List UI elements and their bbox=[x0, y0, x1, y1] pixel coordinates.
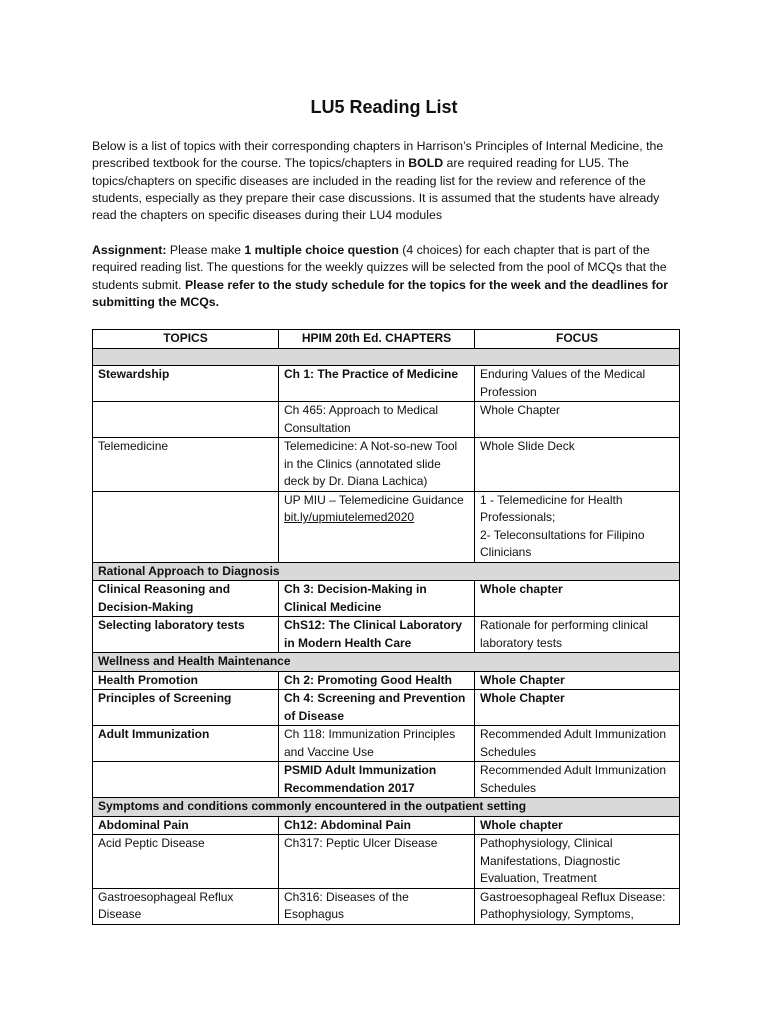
chapter-cell: ChS12: The Clinical Laboratory in Modern Health Care bbox=[279, 617, 475, 653]
topic-cell: Stewardship bbox=[93, 366, 279, 402]
focus-cell: Whole Chapter bbox=[475, 671, 680, 690]
topic-cell: Telemedicine bbox=[93, 438, 279, 492]
assignment-bold-2: Please refer to the study schedule for the topics for the week and the deadlines for submitting the MCQs. bbox=[92, 277, 669, 309]
focus-cell: Gastroesophageal Reflux Disease: Pathophysiology, Symptoms, bbox=[475, 888, 680, 924]
focus-cell: Enduring Values of the Medical Profession bbox=[475, 366, 680, 402]
chapter-cell: Ch12: Abdominal Pain bbox=[279, 816, 475, 835]
focus-cell: Whole Chapter bbox=[475, 402, 680, 438]
section-heading: Wellness and Health Maintenance bbox=[93, 653, 680, 672]
section-row bbox=[93, 562, 680, 581]
focus-cell: Whole chapter bbox=[475, 581, 680, 617]
chapter-cell: Ch 4: Screening and Prevention of Disease bbox=[279, 690, 475, 726]
chapter-cell: Ch316: Diseases of the Esophagus bbox=[279, 888, 475, 924]
intro-text-2: are required reading for LU5. The topics/chapters on specific diseases are included in the reading list for the review and reference of the students, especially as they prepare their case discussions. It is assumed that the students have already read the chapters on specific diseases during their LU4 modules bbox=[92, 156, 660, 223]
section-row bbox=[93, 653, 680, 672]
topic-cell bbox=[93, 491, 279, 562]
chapter-cell: Ch 465: Approach to Medical Consultation bbox=[279, 402, 475, 438]
focus-cell: Whole Slide Deck bbox=[475, 438, 680, 492]
intro-bold-word: BOLD bbox=[408, 156, 444, 171]
page-title: LU5 Reading List bbox=[310, 97, 458, 117]
topic-cell: Acid Peptic Disease bbox=[93, 835, 279, 889]
topic-cell bbox=[93, 762, 279, 798]
header-topics: TOPICS bbox=[93, 330, 279, 349]
focus-cell: Whole chapter bbox=[475, 816, 680, 835]
header-focus: FOCUS bbox=[475, 330, 680, 349]
table-row bbox=[93, 438, 680, 492]
focus-cell: Rationale for performing clinical laboratory tests bbox=[475, 617, 680, 653]
topic-cell: Principles of Screening bbox=[93, 690, 279, 726]
table-row bbox=[93, 366, 680, 402]
chapter-cell: Telemedicine: A Not-so-new Tool in the Clinics (annotated slide deck by Dr. Diana Lachica) bbox=[279, 438, 475, 492]
assignment-paragraph bbox=[92, 242, 682, 311]
chapter-cell: Ch 118: Immunization Principles and Vaccine Use bbox=[279, 726, 475, 762]
table-row bbox=[93, 671, 680, 690]
focus-cell: Recommended Adult Immunization Schedules bbox=[475, 726, 680, 762]
topic-cell: Abdominal Pain bbox=[93, 816, 279, 835]
focus-cell: Recommended Adult Immunization Schedules bbox=[475, 762, 680, 798]
chapter-text: UP MIU – Telemedicine Guidance bbox=[284, 492, 464, 507]
topic-cell bbox=[93, 402, 279, 438]
topic-cell: Clinical Reasoning and Decision-Making bbox=[93, 581, 279, 617]
table-row bbox=[93, 402, 680, 438]
focus-cell: Whole Chapter bbox=[475, 690, 680, 726]
chapter-cell bbox=[279, 491, 475, 562]
table-row bbox=[93, 762, 680, 798]
table-row bbox=[93, 835, 680, 889]
assignment-text-1: Please make bbox=[166, 243, 245, 257]
table-header-row bbox=[93, 330, 680, 349]
assignment-label: Assignment: bbox=[92, 243, 167, 257]
chapter-cell: Ch 1: The Practice of Medicine bbox=[279, 366, 475, 402]
topic-cell: Gastroesophageal Reflux Disease bbox=[93, 888, 279, 924]
table-row bbox=[93, 491, 680, 562]
focus-item-1: 1 - Telemedicine for Health Professionals; bbox=[480, 492, 623, 524]
table-spacer-row bbox=[93, 349, 680, 366]
table-row bbox=[93, 888, 680, 924]
reading-list-table bbox=[92, 329, 680, 925]
header-chapters: HPIM 20th Ed. CHAPTERS bbox=[279, 330, 475, 349]
focus-cell: Pathophysiology, Clinical Manifestations, Diagnostic Evaluation, Treatment bbox=[475, 835, 680, 889]
table-row bbox=[93, 816, 680, 835]
assignment-text-2: (4 choices) for each chapter that is part of the required reading list. The questions for the weekly quizzes will be selected from the pool of MCQs that the students submit. bbox=[92, 243, 667, 292]
topic-cell: Health Promotion bbox=[93, 671, 279, 690]
intro-paragraph bbox=[92, 138, 682, 224]
topic-cell: Adult Immunization bbox=[93, 726, 279, 762]
chapter-cell: Ch 2: Promoting Good Health bbox=[279, 671, 475, 690]
table-row bbox=[93, 726, 680, 762]
table-row bbox=[93, 617, 680, 653]
section-row bbox=[93, 798, 680, 817]
chapter-cell: PSMID Adult Immunization Recommendation 2017 bbox=[279, 762, 475, 798]
telemed-guidance-link[interactable]: bit.ly/upmiutelemed2020 bbox=[284, 510, 415, 524]
chapter-cell: Ch317: Peptic Ulcer Disease bbox=[279, 835, 475, 889]
chapter-cell: Ch 3: Decision-Making in Clinical Medicine bbox=[279, 581, 475, 617]
topic-cell: Selecting laboratory tests bbox=[93, 617, 279, 653]
focus-cell bbox=[475, 491, 680, 562]
section-heading: Rational Approach to Diagnosis bbox=[93, 562, 680, 581]
assignment-bold-1: 1 multiple choice question bbox=[244, 243, 399, 257]
intro-text-1: Below is a list of topics with their corresponding chapters in Harrison’s Principles of Internal Medicine, the prescribed textbook for the course. The topics/chapters in bbox=[92, 139, 664, 171]
section-heading: Symptoms and conditions commonly encountered in the outpatient setting bbox=[93, 798, 680, 817]
focus-item-2: 2- Teleconsultations for Filipino Clinicians bbox=[480, 527, 645, 559]
table-row bbox=[93, 581, 680, 617]
table-row bbox=[93, 690, 680, 726]
